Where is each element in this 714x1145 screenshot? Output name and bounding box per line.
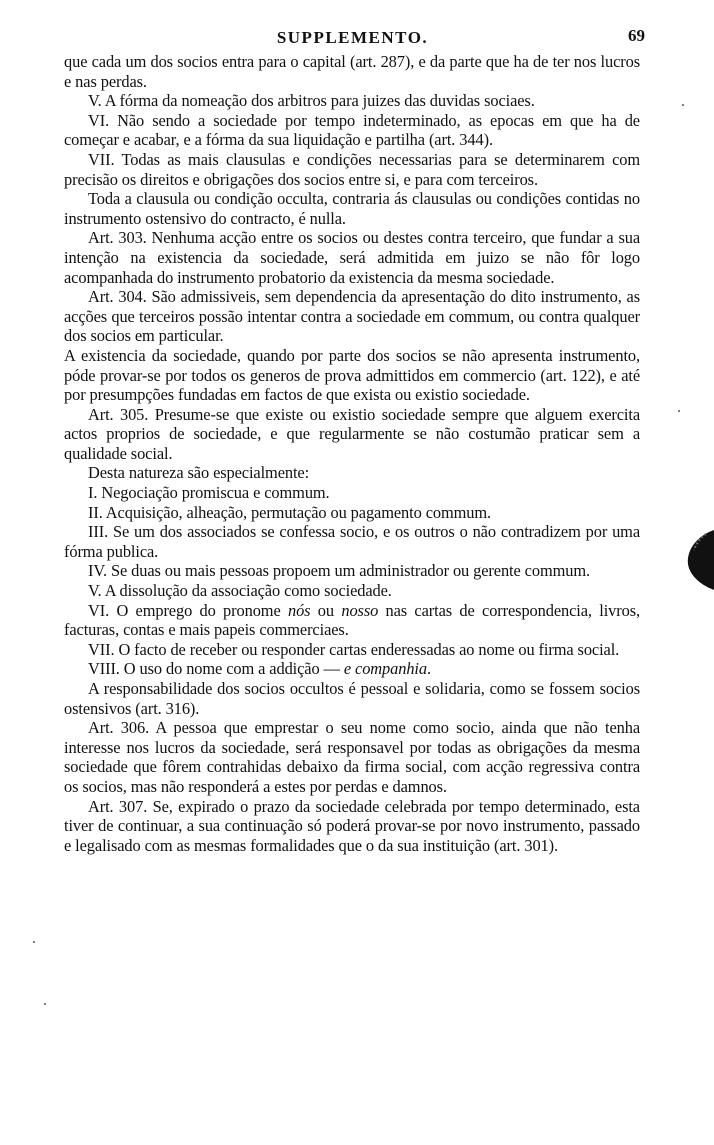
list-item-iii: III. Se um dos associados se confessa socio, e os outros o não contradizem por uma fórma publica. xyxy=(64,522,640,561)
list-item-vii: VII. O facto de receber ou responder cartas enderessadas ao nome ou firma social. xyxy=(88,639,620,659)
italic-term: e companhia xyxy=(343,659,427,679)
text-run: VI. O emprego do pronome xyxy=(88,600,288,620)
list-item-viii xyxy=(64,659,640,679)
list-item-iv: IV. Se duas ou mais pessoas propoem um administrador ou gerente commum. xyxy=(88,561,590,581)
list-item-v: V. A dissolução da associação como sociedade. xyxy=(88,581,392,601)
page-number: 69 xyxy=(628,26,645,45)
text-run: . xyxy=(426,659,431,679)
paragraph-art-303: Art. 303. Nenhuma acção entre os socios ou destes contra terceiro, que fundar a sua intenção na existencia da sociedade, será admitida em juizo se não fôr logo acompanhada do instrumento probatorio da existencia da mesma sociedade. xyxy=(64,228,640,287)
paragraph-art-304: Art. 304. São admissiveis, sem dependencia da apresentação do dito instrumento, as acções que terceiros possão intentar contra a sociedade em commum, ou contra qualquer dos socios em particular. xyxy=(64,287,640,346)
scan-speck xyxy=(678,410,680,412)
paragraph-item-vii-clausulas: VII. Todas as mais clausulas e condições necessarias para se determinarem com precisão os direitos e obrigações dos socios entre si, e para com terceiros. xyxy=(64,149,640,189)
scan-speck xyxy=(33,941,35,943)
running-head: SUPPLEMENTO. xyxy=(276,28,429,47)
italic-term: nosso xyxy=(341,600,379,620)
text-run: VIII. O uso do nome com a addição — xyxy=(88,659,344,679)
list-item-ii: II. Acquisição, alheação, permutação ou pagamento commum. xyxy=(88,502,492,522)
paragraph-clausula-occulta: Toda a clausula ou condição occulta, contraria ás clausulas ou condições contidas no instrumento ostensivo do contracto, é nulla. xyxy=(64,189,640,228)
paragraph-art-305: Art. 305. Presume-se que existe ou existio sociedade sempre que alguem exercita actos proprios de sociedade, e que regularmente se não costumão praticar sem a qualidade social. xyxy=(64,404,640,463)
list-item-i: I. Negociação promiscua e commum. xyxy=(88,483,330,503)
scan-speck xyxy=(44,1003,46,1005)
paragraph-art-306: Art. 306. A pessoa que emprestar o seu nome como socio, ainda que não tenha interesse nos lucros da sociedade, será responsavel por todas as obrigações da mesma sociedade que fôrem contrahidas debaixo da firma social, com acção regressiva contra os socios, mas não responderá a estes por perdas e damnos. xyxy=(64,718,640,796)
italic-term: nós xyxy=(287,600,311,620)
paragraph-desta-natureza: Desta natureza são especialmente: xyxy=(88,463,310,483)
body-text xyxy=(64,52,640,855)
paragraph-responsabilidade: A responsabilidade dos socios occultos é pessoal e solidaria, como se fossem socios ostensivos (art. 316). xyxy=(64,679,640,718)
paragraph-existencia-sociedade: A existencia da sociedade, quando por parte dos socios se não apresenta instrumento, póde provar-se por todos os generos de prova admittidos em commercio (art. 122), e até por presumpções fundadas em factos de que exista ou existio sociedade. xyxy=(64,345,640,405)
paragraph-item-v-arbitros: V. A fórma da nomeação dos arbitros para juizes das duvidas sociaes. xyxy=(88,91,535,111)
text-run: ou xyxy=(310,600,342,620)
paragraph-art-307: Art. 307. Se, expirado o prazo da sociedade celebrada por tempo determinado, esta tiver de continuar, a sua continuação só poderá provar-se por novo instrumento, passado e legalisado com as mesmas formalidades que o da sua instituição (art. 301). xyxy=(64,796,640,855)
paragraph-continuation-art-302-iv: que cada um dos socios entra para o capital (art. 287), e da parte que ha de ter nos lucros e nas perdas. xyxy=(64,52,640,91)
scan-speck xyxy=(682,104,684,106)
page-header xyxy=(60,28,645,52)
paragraph-item-vi-epocas: VI. Não sendo a sociedade por tempo indeterminado, as epocas em que ha de começar e acabar, e a fórma da sua liquidação e partilha (art. 344). xyxy=(64,110,640,150)
text-run: nas cartas de correspondencia, livros, facturas, contas e mais papeis commerciaes. xyxy=(64,600,640,640)
list-item-vi xyxy=(64,601,640,640)
ink-blot-artifact xyxy=(676,528,714,592)
